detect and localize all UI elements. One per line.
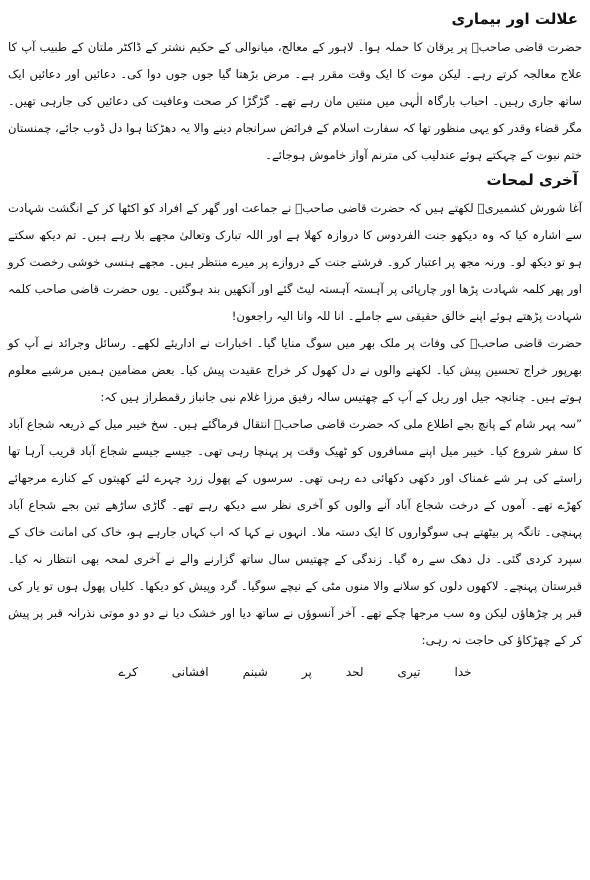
closing-verse <box>8 660 582 684</box>
verse-word: کرے <box>118 665 138 679</box>
verse-word: لحد <box>345 665 364 679</box>
paragraph: حضرت قاضی صاحبؒ پر یرقان کا حملہ ہوا۔ لاہور کے معالج، میانوالی کے حکیم نشتر کے ڈاکٹر ملتان کے طبیب آپ کا علاج معالجہ کرتے رہے۔ لیکن موت کا ایک وقت مقرر ہے۔ مرض بڑھتا گیا جوں جوں دوا کی۔ دعائیں اور دعائیں ایک ساتھ جاری رہیں۔ احباب بارگاہ الٰہی میں منتیں مان رہے تھے۔ گڑگڑا کر صحت وعافیت کی دعائیں کی جارہی تھیں۔ مگر قضاء وقدر کو یہی منظور تھا کہ سفارت اسلام کے فرائض سرانجام دینے والا یہ دھڑکتا ہوا دل ڈوب جائے، چمنستان ختم نبوت کے چہکتے ہوئے عندلیب کی مترنم آواز خاموش ہوجائے۔ <box>8 40 582 162</box>
verse-word: خدا <box>454 665 472 679</box>
section-illness <box>8 8 582 169</box>
verse-word: افشانی <box>171 665 209 679</box>
quoted-paragraph: ”سہ پہر شام کے پانچ بجے اطلاع ملی کہ حضرت قاضی صاحبؒ انتقال فرماگئے ہیں۔ سخ خیبر میل کے ذریعہ شجاع آباد کا سفر شروع کیا۔ خیبر میل اپنے مسافروں کو ٹھیک وقت پر پہنچا رہی تھی۔ جیسے جیسے شجاع آباد قریب آرہا تھا راستے کی ہر شے غمناک اور دکھی دکھائی دے رہی تھی۔ سرسوں کے پھول زرد چہرے لئے کھیتوں کے کنارے مرجھائے کھڑے تھے۔ آموں کے درخت شجاع آباد آنے والوں کو آخری نظر سے دیکھ رہے تھے۔ گاڑی ساڑھے تین بجے شجاع آباد پہنچی۔ تانگہ پر بیٹھتے ہی سوگواروں کا ایک دستہ ملا۔ انہوں نے کہا کہ اب کہاں جارہے ہو، خاک کی امانت خاک کے سپرد کردی گئی۔ دل دھک سے رہ گیا۔ زندگی کے چھتیس سال ساتھ گزارنے والے نے آخری لمحہ بھی انتظار نہ کیا۔ قبرستان پہنچے۔ لاکھوں دلوں کو سلانے والا منوں مٹی کے نیچے سوگیا۔ گرد وپیش کو دیکھا۔ کلیاں پھول ہوں تو یار کی قبر پر چڑھاؤں لیکن وہ سب مرجھا چکے تھے۔ آخر آنسوؤں نے ساتھ دیا اور خشک دیا نے دو دو موتی نذرانہ قبر پر پیش کر کے چھڑکاؤ کی حاجت نہ رہی: <box>8 417 582 647</box>
verse-word: پر <box>301 665 312 679</box>
section-heading: علالت اور بیماری <box>451 10 578 28</box>
verse-word: شبنم <box>242 665 268 679</box>
section-heading: آخری لمحات <box>486 171 578 189</box>
verse-word: تیری <box>397 665 421 679</box>
paragraph: حضرت قاضی صاحبؒ کی وفات پر ملک بھر میں سوگ منایا گیا۔ اخبارات نے اداریئے لکھے۔ رسائل وجرائد نے آپ کو بھرپور خراج تحسین پیش کیا۔ لکھنے والوں نے دل کھول کر خراج عقیدت پیش کیا۔ بعض مضامین ہمیں مرشیے معلوم ہوتے ہیں۔ چنانچہ جیل اور ریل کے آپ کے چھتیس سالہ رفیق مرزا غلام نبی جانباز رقمطراز ہیں کہ: <box>8 336 582 404</box>
section-last-moments <box>8 169 582 654</box>
paragraph: آغا شورش کشمیریؒ لکھتے ہیں کہ حضرت قاضی صاحبؒ نے جماعت اور گھر کے افراد کو اکٹھا کر کے انگشت شہادت سے اشارہ کیا کہ وہ دیکھو جنت الفردوس کا دروازہ کھلا ہے اور اللہ تبارک وتعالیٰ مجھے بلا رہے ہیں۔ تم دیکھ سکتے ہو تو دیکھ لو۔ ورنہ مجھ پر اعتبار کرو۔ فرشتے جنت کے دروازے پر میرے منتظر ہیں۔ مجھے ہنسی خوشی رخصت کرو اور پھر کلمہ شہادت پڑھا اور چارپائی پر آہستہ آہستہ لیٹ گئے اور آنکھیں بند ہوگئیں۔ یوں حضرت قاضی صاحب کلمہ شہادت پڑھتے ہوئے اپنے خالق حقیقی سے جاملے۔ انا للہ وانا الیہ راجعون! <box>8 201 582 323</box>
